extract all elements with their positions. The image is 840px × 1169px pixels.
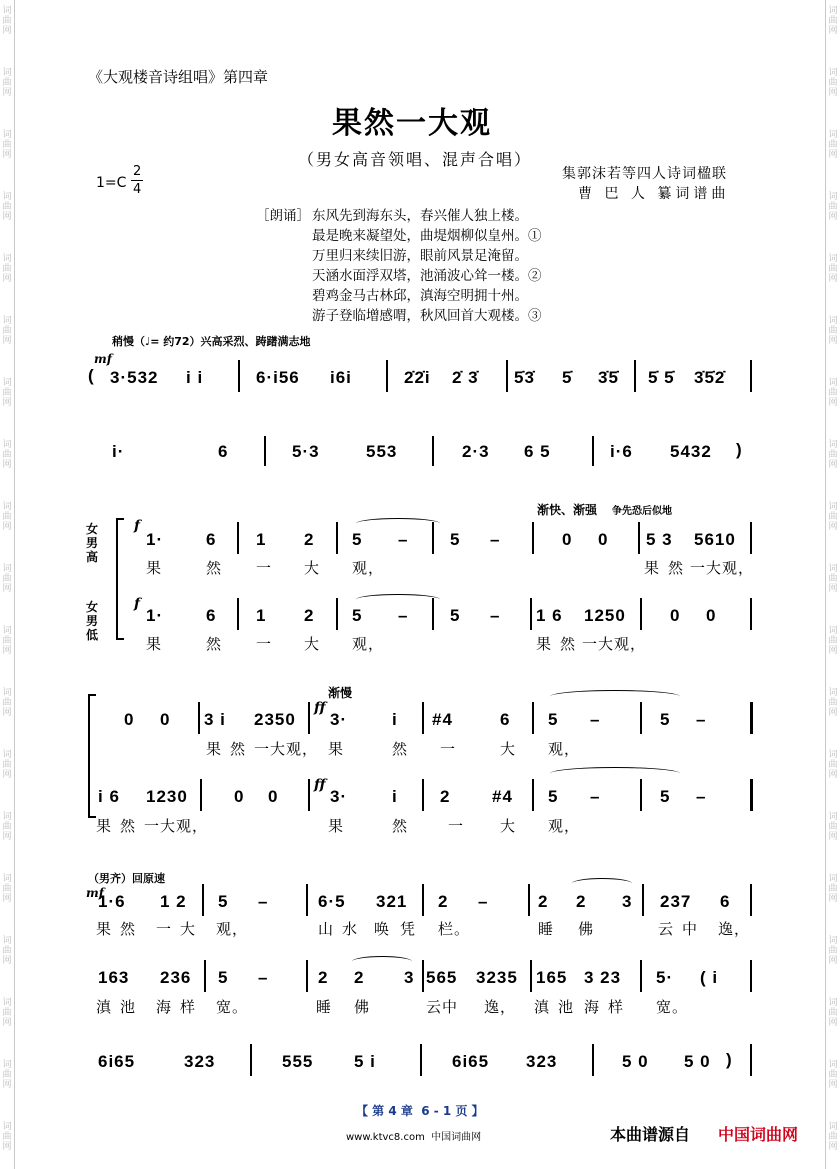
note-group: 163 [98,968,130,987]
note-group: 5·3 [292,442,320,461]
watermark-text: 词曲网 [2,192,12,222]
note: 0 [598,530,609,549]
note: 0 [234,787,245,806]
note: 6 [500,710,511,729]
note: 0 [124,710,135,729]
barline [422,779,424,811]
note: 5 [218,892,229,911]
barline [204,960,206,992]
note-group: 237 [660,892,692,911]
watermark-text: 词曲网 [2,6,12,36]
barline [306,960,308,992]
note: 0 [160,710,171,729]
poem-line: 游子登临增感喟，秋风回首大观楼。③ [312,308,542,324]
lyric: 然 [120,817,137,835]
barline [237,522,239,554]
watermark-text: 词曲网 [828,68,838,98]
note: – [398,606,409,625]
watermark-text: 词曲网 [828,564,838,594]
note: 5 [352,606,363,625]
note: – [258,968,269,987]
lyric: 池 [120,998,137,1016]
lyric: 果 [146,559,163,577]
watermark-text: 词曲网 [828,812,838,842]
voice-label: 女男低 [86,600,99,642]
lyric: 观， [216,920,249,938]
lyric: 然 [560,635,577,653]
watermark-text: 词曲网 [2,998,12,1028]
watermark-text: 词曲网 [828,626,838,656]
dynamic-mark: ff [314,777,326,793]
note-group: 5610 [694,530,736,549]
barline [200,779,202,811]
barline [250,1044,252,1076]
watermark-text: 词曲网 [828,502,838,532]
note: – [258,892,269,911]
watermark-text: 词曲网 [828,378,838,408]
note: – [590,787,601,806]
barline [634,360,636,392]
note-group: i·6 [610,442,633,461]
note-group: 3̇5̇2̇ [694,368,726,387]
barline [750,960,752,992]
lyric: 果 [644,559,661,577]
note: 1· [146,606,164,625]
watermark-text: 词曲网 [2,564,12,594]
watermark-text: 词曲网 [2,688,12,718]
lyric: 一 [256,559,273,577]
lyric: 然 [668,559,685,577]
barline [750,884,752,916]
lyric: 果 [96,920,113,938]
system-bracket [88,694,96,818]
watermark-text: 词曲网 [2,130,12,160]
note-group: 6 5 [524,442,551,461]
watermark-text: 词曲网 [828,192,838,222]
note: 5· [656,968,674,987]
barline [592,1044,594,1076]
source-label: 本曲谱源自 [610,1125,691,1144]
note: 3· [330,787,348,806]
note-group: 5̇3̇ [514,368,535,387]
note: 3 [404,968,415,987]
barline [238,360,240,392]
note: 5 [450,530,461,549]
lyric: 果 [146,635,163,653]
tie [352,956,412,967]
note-group: i 6 [98,787,120,806]
lyric: 然 [392,740,409,758]
closing-paren: ) [726,1050,733,1069]
watermark-text: 词曲网 [2,440,12,470]
lyric: 云 [658,920,675,938]
watermark-text: 词曲网 [828,316,838,346]
watermark-text: 词曲网 [2,68,12,98]
page-title: 果然一大观 [332,106,492,141]
lyric: 观， [352,559,385,577]
lyric: 大 [304,635,321,653]
note: 1 [256,606,267,625]
lyric: 大 [304,559,321,577]
lyric: 果 [328,740,345,758]
note: – [490,530,501,549]
note-group: 5 3 [646,530,673,549]
barline [640,702,642,734]
note-group: 3 i [204,710,226,729]
dynamic-mark: mf [86,886,104,900]
poem-line: 天涵水面浮双塔，池涌波心耸一楼。② [312,268,542,284]
lyric: 山 [318,920,335,938]
barline [432,598,434,630]
note: 2 [304,530,315,549]
watermark-text: 词曲网 [828,936,838,966]
lyric: 大 [500,817,517,835]
note-group: 565 [426,968,458,987]
lyric: 然 [120,920,137,938]
watermark-text: 词曲网 [828,254,838,284]
right-watermark-strip [825,0,840,1169]
watermark-text: 词曲网 [828,440,838,470]
poem-line: 东风先到海东头，春兴催人独上楼。 [312,208,528,224]
lyric: 滇 [534,998,551,1016]
note: – [478,892,489,911]
lyric: 果 [328,817,345,835]
note-group: i6i [330,368,352,387]
watermark-text: 词曲网 [2,502,12,532]
note: – [490,606,501,625]
lyric: 水 [342,920,359,938]
barline [422,702,424,734]
barline [237,598,239,630]
barline [264,436,266,466]
tie [550,690,680,703]
note: – [590,710,601,729]
lyric: 睡 [316,998,333,1016]
lyric: 观， [352,635,385,653]
note-group: 1250 [584,606,626,625]
note-group: 6·5 [318,892,346,911]
note-group: 2̇ 3̇ [452,368,479,387]
watermark-text: 词曲网 [828,750,838,780]
note: 0 [670,606,681,625]
note: – [696,710,707,729]
barline [386,360,388,392]
credit-lyrics: 集郭沫若等四人诗词楹联 [562,166,727,182]
lyric: 池 [558,998,575,1016]
barline [202,884,204,916]
barline [308,702,310,734]
lyric: 佛 [354,998,371,1016]
intro-tempo: 稍慢（♩= 约72）兴高采烈、踌躇满志地 [112,335,311,348]
barline [198,702,200,734]
intro-paren-close: ) [736,440,743,459]
lyric: 果 [206,740,223,758]
note: i [392,710,398,729]
note-group: ( i [700,968,719,987]
barline [642,884,644,916]
dynamic-mark: mf [94,352,112,366]
barline [638,522,640,554]
barline [640,779,642,811]
note: 6 [720,892,731,911]
credit-composer: 曹 巴 人 纂词谱曲 [578,186,730,202]
lyric: 然 [230,740,247,758]
watermark-text: 词曲网 [2,378,12,408]
barline [532,702,534,734]
page-indicator: 【 第 4 章 6 - 1 页 】 [356,1104,484,1118]
time-signature-top: 2 [133,164,142,179]
note: 2 [440,787,451,806]
lyric: 然 [206,635,223,653]
watermark-text: 词曲网 [828,6,838,36]
dynamic-mark: f [134,596,141,612]
barline [530,598,532,630]
note: 5 [660,710,671,729]
note: 0 [706,606,717,625]
barline [306,884,308,916]
barline [532,779,534,811]
note-group: i· [112,442,125,461]
note: 0 [268,787,279,806]
system-bracket [116,518,124,640]
barline [422,884,424,916]
tie [356,518,440,529]
dynamic-mark: ff [314,700,326,716]
note: 2 [304,606,315,625]
poem-line: 万里归来续旧游，眼前风景足淹留。 [312,248,528,264]
recitation-label: ［朗诵］ [256,208,310,224]
lyric: 滇 [96,998,113,1016]
note-group: 5̇ 5̇ [648,368,675,387]
poem-line: 最是晚来凝望处，曲堤烟柳似皇州。① [312,228,542,244]
lyric: 一大观， [582,635,647,653]
note: #4 [492,787,513,806]
note-group: 5 i [354,1052,376,1071]
note: 1· [146,530,164,549]
watermark-text: 词曲网 [828,1060,838,1090]
note: 3· [330,710,348,729]
lyric: 大 [180,920,197,938]
lyric: 一大观， [690,559,755,577]
brand-logo-text[interactable]: 中国词曲网 [718,1125,799,1144]
barline [750,1044,752,1076]
watermark-text: 词曲网 [828,874,838,904]
note: 0 [562,530,573,549]
barline [750,360,752,392]
note: 5 [660,787,671,806]
expression-mark: 争先恐后似地 [612,506,672,517]
note: 2 [438,892,449,911]
note-group: 236 [160,968,192,987]
note: 6 [206,530,217,549]
note-group: 6·i56 [256,368,300,387]
lyric: 中 [682,920,699,938]
barline [750,779,753,811]
poem-line: 碧鸡金马古林邱，滇海空明拥十州。 [312,288,528,304]
lyric: 果 [96,817,113,835]
barline [308,779,310,811]
note-group: i i [186,368,204,387]
intro-paren: ( [88,366,95,385]
lyric: 栏。 [438,920,471,938]
lyric: 宽。 [656,998,689,1016]
note-group: 2350 [254,710,296,729]
chapter-title: 《大观楼音诗组唱》第四章 [88,68,269,86]
time-signature-bottom: 4 [133,182,142,197]
watermark-text: 词曲网 [828,688,838,718]
barline [530,960,532,992]
note-group: 165 [536,968,568,987]
note: 2 [538,892,549,911]
lyric: 宽。 [216,998,249,1016]
tie [356,594,440,605]
lyric: 样 [608,998,625,1016]
barline [432,436,434,466]
lyric: 一 [440,740,457,758]
note: 2 [318,968,329,987]
barline [432,522,434,554]
note: 5 [218,968,229,987]
barline [528,884,530,916]
lyric: 云中 [426,998,459,1016]
note: 2 [576,892,587,911]
lyric: 观， [548,817,581,835]
watermark-text: 词曲网 [2,316,12,346]
note: – [398,530,409,549]
note-group: 3235 [476,968,518,987]
barline [750,598,752,630]
watermark-text: 词曲网 [2,874,12,904]
barline [750,522,752,554]
note-group: 2·3 [462,442,490,461]
note: 3 [622,892,633,911]
note-group: 323 [184,1052,216,1071]
left-watermark-strip [0,0,15,1169]
lyric: 一大观， [144,817,209,835]
note: 5 [548,710,559,729]
note: i [392,787,398,806]
note: #4 [432,710,453,729]
barline [422,960,424,992]
expression-mark: 渐快、渐强 [537,503,598,517]
dynamic-mark: f [134,518,141,534]
lyric: 一 [448,817,465,835]
lyric: 海 [584,998,601,1016]
lyric: 一 [156,920,173,938]
note-group: 1·6 [98,892,126,911]
note: 1 [256,530,267,549]
note-group: 5̇ [562,368,573,387]
lyric: 一 [256,635,273,653]
note: 5 [352,530,363,549]
watermark-text: 词曲网 [828,998,838,1028]
note-group: 6i65 [452,1052,490,1071]
watermark-text: 词曲网 [2,254,12,284]
barline [532,522,534,554]
watermark-text: 词曲网 [828,130,838,160]
watermark-text: 词曲网 [828,1122,838,1152]
lyric: 样 [180,998,197,1016]
note: 5 [548,787,559,806]
note-group: 555 [282,1052,314,1071]
lyric: 观， [548,740,581,758]
note-group: 1230 [146,787,188,806]
lyric: 睡 [538,920,555,938]
watermark-text: 词曲网 [2,812,12,842]
barline [506,360,508,392]
note-group: 2̇2̇i [404,368,431,387]
note-group: 1 6 [536,606,563,625]
lyric: 海 [156,998,173,1016]
note: 6 [206,606,217,625]
barline [640,598,642,630]
watermark-text: 词曲网 [2,1122,12,1152]
lyric: 逸， [718,920,751,938]
note-group: 6i65 [98,1052,136,1071]
note-group: 553 [366,442,398,461]
lyric: 唤 [374,920,391,938]
barline [420,1044,422,1076]
barline [640,960,642,992]
note-group: 3 23 [584,968,622,987]
lyric: 然 [392,817,409,835]
tie [550,767,680,780]
note-group: 1 2 [160,892,187,911]
note-group: 5 0 [684,1052,711,1071]
time-signature-line [131,180,143,181]
lyric: 然 [206,559,223,577]
note-group: 3·532 [110,368,159,387]
note: – [696,787,707,806]
barline [592,436,594,466]
note-group: 6 [218,442,229,461]
barline [336,522,338,554]
note-group: 5432 [670,442,712,461]
note-group: 5 0 [622,1052,649,1071]
key-signature: 1=C [96,175,127,191]
section-label: （男齐）回原速 [88,872,165,885]
note: 5 [450,606,461,625]
site-url[interactable]: www.ktvc8.com 中国词曲网 [346,1132,482,1143]
note-group: 321 [376,892,408,911]
watermark-text: 词曲网 [2,936,12,966]
voice-label: 女男高 [86,522,99,564]
watermark-text: 词曲网 [2,626,12,656]
note-group: 3̇5̇ [598,368,619,387]
tempo-mark: 渐慢 [328,686,353,700]
barline [750,702,753,734]
barline [336,598,338,630]
lyric: 佛 [578,920,595,938]
lyric: 凭 [400,920,417,938]
lyric: 果 [536,635,553,653]
note: 2 [354,968,365,987]
note-group: 323 [526,1052,558,1071]
lyric: 一大观， [254,740,319,758]
watermark-text: 词曲网 [2,1060,12,1090]
lyric: 逸， [484,998,517,1016]
tie [572,878,632,889]
watermark-text: 词曲网 [2,750,12,780]
subtitle: （男女高音领唱、混声合唱） [298,150,533,169]
lyric: 大 [500,740,517,758]
